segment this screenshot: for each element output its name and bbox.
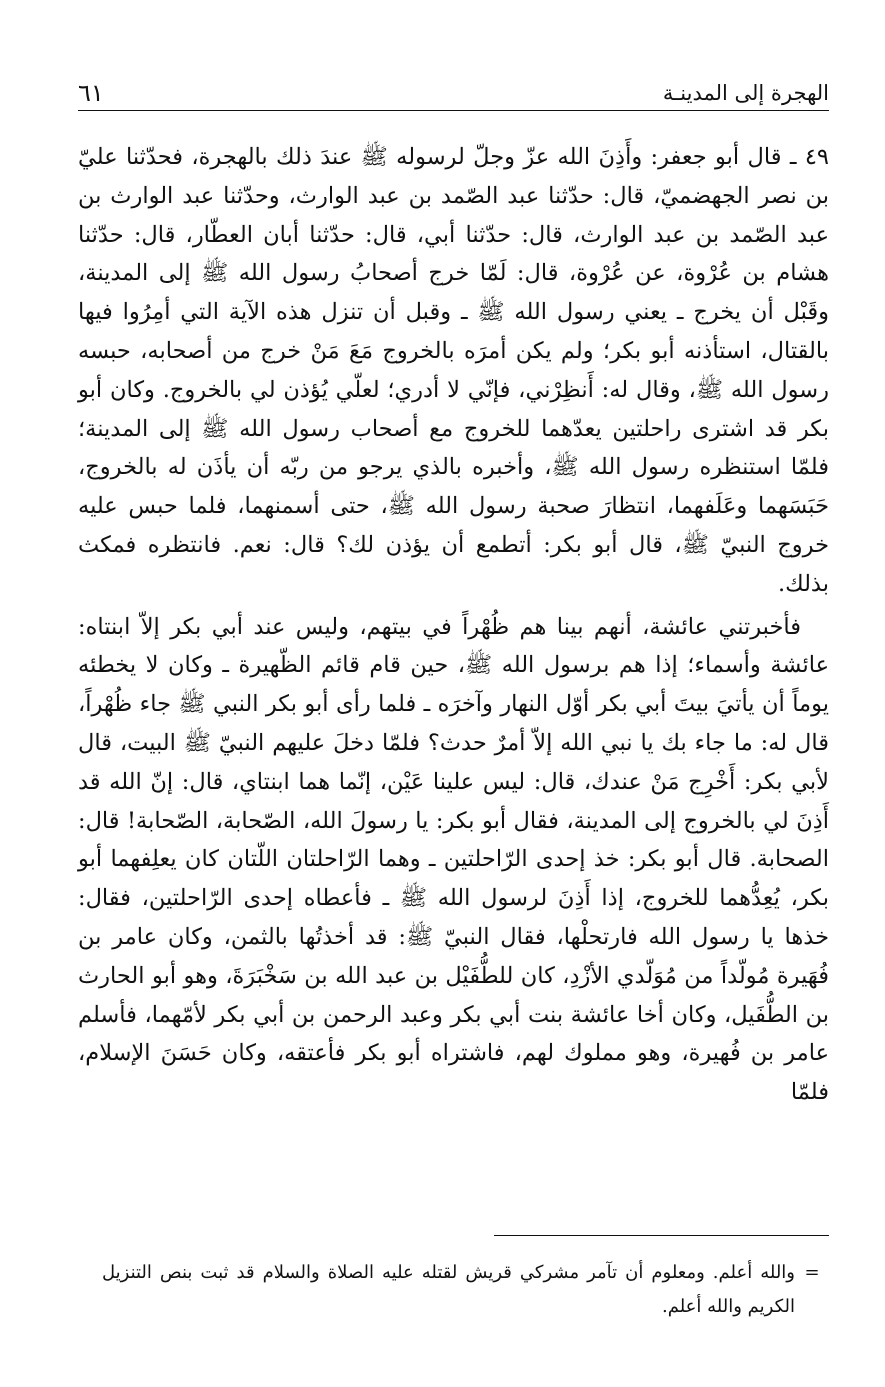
header-divider [78,110,829,111]
footnote-continuation-marker: = [804,1262,820,1283]
footnote-divider [494,1235,829,1236]
main-text [78,138,829,1112]
paragraph-1: ٤٩ ـ قال أبو جعفر: وأَذِنَ الله عزّ وجلّ لرسوله ﷺ عندَ ذلك بالهجرة، فحدّثنا عليّ بن نصر الجهضميّ، قال: حدّثنا عبد الصّمد بن عبد الوارث، وحدّثنا عبد الوارث بن عبد الصّمد بن عبد الوارث، قال: حدّثنا أبي، قال: حدّثنا أبان العطّار، قال: حدّثنا هشام بن عُرْوة، عن عُرْوة، قال: لَمّا خرج أصحابُ رسول الله ﷺ إلى المدينة، وقَبْل أن يخرج ـ يعني رسول الله ﷺ ـ وقبل أن تنزل هذه الآية التي أمِرُوا فيها بالقتال، استأذنه أبو بكر؛ ولم يكن أمرَه بالخروج مَعَ مَنْ خرج من أصحابه، حبسه رسول الله ﷺ، وقال له: أَنظِرْني، فإنّي لا أدري؛ لعلّي يُؤذن لي بالخروج. وكان أبو بكر قد اشترى راحلتين يعدّهما للخروج مع أصحاب رسول الله ﷺ إلى المدينة؛ فلمّا استنظره رسول الله ﷺ، وأخبره بالذي يرجو من ربّه أن يأذَن له بالخروج، حَبَسَهما وعَلَفهما، انتظارَ صحبة رسول الله ﷺ، حتى أسمنهما، فلما حبس عليه خروج النبيّ ﷺ، قال أبو بكر: أتطمع أن يؤذن لك؟ قال: نعم. فانتظره فمكث بذلك. [78,144,829,597]
footnote [78,1256,829,1324]
running-header [78,72,829,108]
chapter-title: الهجرة إلى المدينـة [662,81,829,105]
page-number: ٦١ [78,79,104,107]
footnote-text: والله أعلم. ومعلوم أن تآمر مشركي قريش لقتله عليه الصلاة والسلام قد ثبت بنص التنزيل الكريم والله أعلم. [102,1262,795,1317]
book-page [78,72,829,1362]
paragraph-2: فأخبرتني عائشة، أنهم بينا هم ظُهْراً في بيتهم، وليس عند أبي بكر إلاّ ابنتاه: عائشة وأسماء؛ إذا هم برسول الله ﷺ، حين قام قائم الظّهيرة ـ وكان لا يخطئه يوماً أن يأتيَ بيتَ أبي بكر أوّل النهار وآخرَه ـ فلما رأى أبو بكر النبي ﷺ جاء ظُهْراً، قال له: ما جاء بك يا نبي الله إلاّ أمرٌ حدث؟ فلمّا دخلَ عليهم النبيّ ﷺ البيت، قال لأبي بكر: أَخْرِج مَنْ عندك، قال: ليس علينا عَيْن، إنّما هما ابنتاي، قال: إنّ الله قد أَذِنَ لي بالخروج إلى المدينة، فقال أبو بكر: يا رسولَ الله، الصّحابة، الصّحابة! قال: الصحابة. قال أبو بكر: خذ إحدى الرّاحلتين ـ وهما الرّاحلتان اللّتان كان يعلِفهما أبو بكر، يُعِدُّهما للخروج، إذا أَذِنَ لرسول الله ﷺ ـ فأعطاه إحدى الرّاحلتين، فقال: خذها يا رسول الله فارتحلْها، فقال النبيّ ﷺ: قد أخذتُها بالثمن، وكان عامر بن فُهَيرة مُولّداً من مُوَلّدي الأزْدِ، كان للطُّفَيْل بن عبد الله بن سَخْبَرَةَ، وهو أبو الحارث بن الطُّفَيل، وكان أخا عائشة بنت أبي بكر وعبد الرحمن بن أبي بكر لأمّهما، فأسلم عامر بن فُهيرة، وهو مملوك لهم، فاشتراه أبو بكر فأعتقه، وكان حَسَنَ الإسلام، فلمّا [78,613,829,1106]
